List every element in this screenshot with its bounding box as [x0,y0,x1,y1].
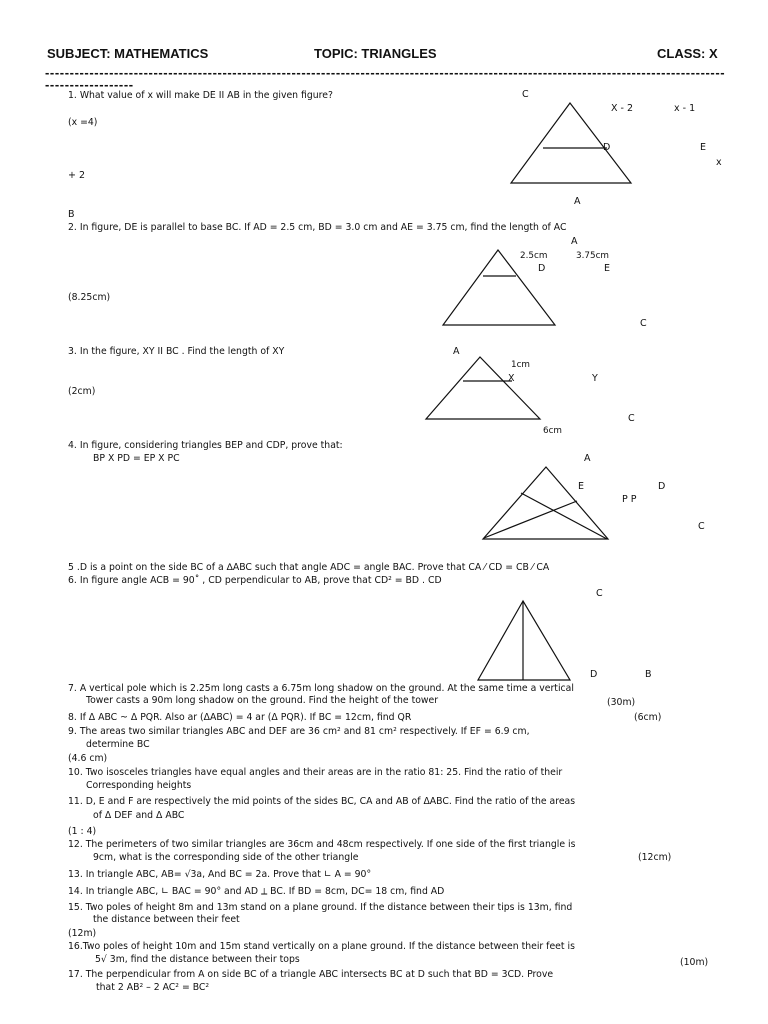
q2-label-c: C [640,318,647,329]
q1-label-x-minus-1: x - 1 [674,103,696,114]
question-15: 15. Two poles of height 8m and 13m stand on a plane ground. If the distance between their tips is 13m, find [68,902,573,913]
question-14: 14. In triangle ABC, ∟ BAC = 90° and AD ⟂ BC. If BD = 8cm, DC= 18 cm, find AD [68,886,445,897]
question-4: 4. In figure, considering triangles BEP and CDP, prove that: [68,440,343,451]
q6-label-c: C [596,588,603,599]
q2-label-ae: 3.75cm [576,251,609,261]
q6-label-b: B [645,669,652,680]
question-6: 6. In figure angle ACB = 90˚ , CD perpendicular to AB, prove that CD² = BD . CD [68,575,442,586]
question-1: 1. What value of x will make DE II AB in the given figure? [68,90,333,101]
subject-heading: SUBJECT: MATHEMATICS [47,46,209,61]
question-16-answer: (10m) [680,957,709,968]
question-10-line-2: Corresponding heights [86,780,192,791]
question-11-line-2: of Δ DEF and Δ ABC [93,810,185,821]
class-heading: CLASS: X [657,46,718,61]
q6-label-d: D [590,669,598,680]
q2-label-ad: 2.5cm [520,251,548,261]
q1-label-c: C [522,89,529,100]
question-2-answer: (8.25cm) [68,292,111,303]
question-7-answer: (30m) [607,697,636,708]
question-16: 16.Two poles of height 10m and 15m stand vertically on a plane ground. If the distance between their feet is [68,941,575,952]
question-10: 10. Two isosceles triangles have equal angles and their areas are in the ratio 81: 25. Find the ratio of their [68,767,563,778]
question-3: 3. In the figure, XY II BC . Find the length of XY [68,346,285,357]
q2-label-e: E [604,263,611,274]
q1-label-a: A [574,196,581,207]
question-17-line-2: that 2 AB² – 2 AC² = BC² [96,982,210,993]
q2-label-a: A [571,236,578,247]
q4-label-pp: P P [622,494,637,505]
q2-label-d: D [538,263,546,274]
question-7: 7. A vertical pole which is 2.25m long casts a 6.75m long shadow on the ground. At the same time a vertical [68,683,574,694]
question-17: 17. The perpendicular from A on side BC of a triangle ABC intersects BC at D such that BD = 3CD. Prove [68,969,554,980]
question-16-line-2: 5√ 3m, find the distance between their tops [95,954,300,965]
question-12: 12. The perimeters of two similar triangles are 36cm and 48cm respectively. If one side of the first triangle is [68,839,576,850]
q3-label-x: X [508,373,515,384]
topic-heading: TOPIC: TRIANGLES [314,46,437,61]
q3-label-a: A [453,346,460,357]
q3-label-1cm: 1cm [511,360,531,370]
question-7-line-2: Tower casts a 90m long shadow on the ground. Find the height of the tower [86,695,439,706]
question-1-answer: (x =4) [68,117,98,128]
question-5: 5 .D is a point on the side BC of a ∆ABC such that angle ADC = angle BAC. Prove that CA ⁄ CD = CB ⁄ CA [68,562,550,573]
q4-label-d: D [658,481,666,492]
question-11: 11. D, E and F are respectively the mid points of the sides BC, CA and AB of ΔABC. Find the ratio of the areas [68,796,576,807]
q4-label-e: E [578,481,585,492]
question-9-answer: (4.6 cm) [68,753,108,764]
question-15-line-2: the distance between their feet [93,914,240,925]
question-2: 2. In figure, DE is parallel to base BC. If AD = 2.5 cm, BD = 3.0 cm and AE = 3.75 cm, find the length of AC [68,222,567,233]
question-13: 13. In triangle ABC, AB= √3a, And BC = 2a. Prove that ∟ A = 90° [68,869,372,880]
question-8-answer: (6cm) [634,712,662,723]
q1-label-e: E [700,142,707,153]
q1-label-x-minus-2: X - 2 [611,103,634,114]
q3-label-c: C [628,413,635,424]
q3-label-y: Y [592,373,598,384]
q3-label-6cm: 6cm [543,426,563,436]
q1-label-b: B [68,209,75,220]
question-4-statement: BP X PD = EP X PC [93,453,180,464]
question-3-answer: (2cm) [68,386,96,397]
question-11-answer: (1 : 4) [68,826,97,837]
question-15-answer: (12m) [68,928,97,939]
header-rule: ------------------------------------------------------------------------------------------------------------------------------------------------------------ [45,65,726,92]
q1-label-plus-2: + 2 [68,170,86,181]
question-9: 9. The areas two similar triangles ABC and DEF are 36 cm² and 81 cm² respectively. If EF = 6.9 cm, [68,726,530,737]
q1-label-x: x [716,157,722,168]
q4-label-a: A [584,453,591,464]
question-12-line-2: 9cm, what is the corresponding side of the other triangle [93,852,359,863]
question-12-answer: (12cm) [638,852,672,863]
q1-label-d: D [603,142,611,153]
q4-label-c: C [698,521,705,532]
question-9-line-2: determine BC [86,739,150,750]
question-8: 8. If Δ ABC ~ Δ PQR. Also ar (ΔABC) = 4 ar (Δ PQR). If BC = 12cm, find QR [68,712,412,723]
